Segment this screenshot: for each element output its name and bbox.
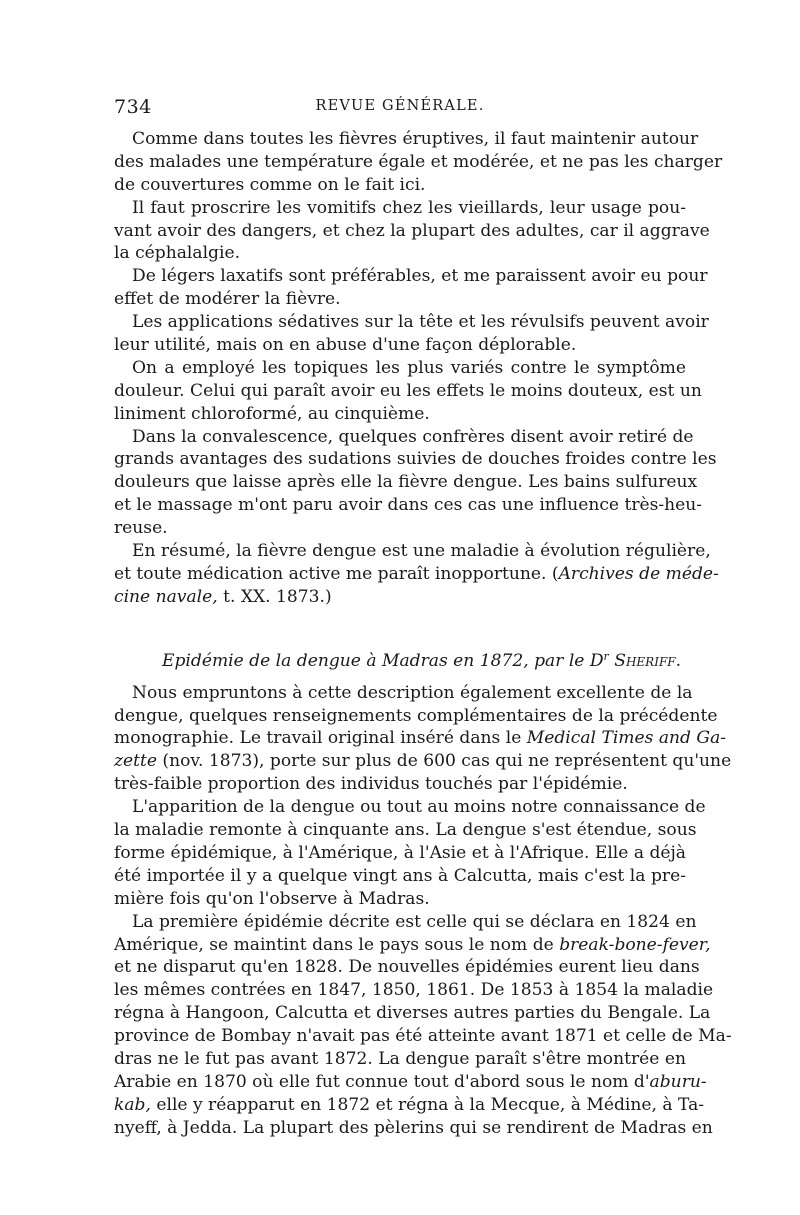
- citation-open: (: [551, 563, 559, 584]
- text-line: Les applications sédatives sur la tête et les révulsifs peuvent avoir: [132, 312, 709, 333]
- section-gap: [114, 609, 686, 644]
- heading-text: 1872, par le D: [474, 650, 604, 671]
- text-line: [114, 1094, 705, 1117]
- page-header: [114, 96, 686, 124]
- disease-name: kab,: [114, 1094, 151, 1115]
- text-line: dras ne le fut pas avant 1872. La dengue paraît s'être montrée en: [114, 1048, 686, 1069]
- disease-name: break-bone-fever,: [559, 934, 711, 955]
- text-line: La première épidémie décrite est celle qui se déclara en 1824 en: [132, 911, 697, 932]
- text-line: En résumé, la fièvre dengue est une maladie à évolution régulière,: [132, 541, 711, 562]
- heading-superscript: r: [603, 649, 609, 663]
- text-line: Comme dans toutes les fièvres éruptives, il faut maintenir autour: [132, 129, 699, 149]
- citation-journal: Archives de méde-: [558, 563, 719, 584]
- page-body: [114, 128, 732, 1140]
- text-line: [114, 750, 732, 773]
- disease-name: aburu-: [649, 1071, 707, 1092]
- text-line: de couvertures comme on le fait ici.: [114, 174, 426, 195]
- page-number: 734: [114, 96, 152, 118]
- journal-title: Medical Times and Ga-: [526, 728, 727, 749]
- text-run: elle y réapparut en 1872 et régna à la Mecque, à Médine, à Ta-: [150, 1094, 705, 1115]
- heading-gap: [114, 670, 686, 682]
- text-line: reuse.: [114, 518, 168, 539]
- text-run: monographie. Le travail original inséré dans le: [114, 728, 527, 749]
- text-line: Dans la convalescence, quelques confrères disent avoir retiré de: [132, 426, 694, 447]
- section-heading: [114, 644, 686, 670]
- text-line: régna à Hangoon, Calcutta et diverses autres parties du Bengale. La: [114, 1003, 711, 1024]
- text-line: douleur. Celui qui paraît avoir eu les effets le moins douteux, est un: [114, 380, 702, 401]
- text-line: la céphalalgie.: [114, 243, 241, 264]
- text-line: effet de modérer la fièvre.: [114, 289, 341, 310]
- text-line: vant avoir des dangers, et chez la plupart des adultes, car il aggrave: [114, 220, 710, 241]
- text-line: De légers laxatifs sont préférables, et me paraissent avoir eu pour: [132, 266, 708, 287]
- text-line: mière fois qu'on l'observe à Madras.: [114, 888, 430, 909]
- text-line: très-faible proportion des individus touchés par l'épidémie.: [114, 774, 628, 795]
- heading-title: Epidémie de la dengue à Madras en: [162, 650, 475, 671]
- text-line: forme épidémique, à l'Amérique, à l'Asie et à l'Afrique. Elle a déjà: [114, 842, 686, 863]
- text-line: et ne disparut qu'en 1828. De nouvelles épidémies eurent lieu dans: [114, 957, 700, 978]
- text-line: dengue, quelques renseignements complémentaires de la précédente: [114, 705, 718, 726]
- heading-period: .: [675, 650, 682, 671]
- text-line: [114, 1071, 707, 1094]
- text-line: L'apparition de la dengue ou tout au moins notre connaissance de: [132, 797, 706, 818]
- text-line: leur utilité, mais on en abuse d'une façon déplorable.: [114, 335, 577, 356]
- text-line: [114, 934, 711, 957]
- running-title: REVUE GÉNÉRALE.: [315, 98, 485, 114]
- text-line: nyeff, à Jedda. La plupart des pèlerins qui se rendirent de Madras en: [114, 1117, 713, 1138]
- text-run: Amérique, se maintint dans le pays sous le nom de: [114, 934, 560, 955]
- text-line: la maladie remonte à cinquante ans. La dengue s'est étendue, sous: [114, 820, 697, 841]
- text-line: [114, 586, 686, 609]
- text-run: Arabie en 1870 où elle fut connue tout d'abord sous le nom d': [114, 1071, 650, 1092]
- heading-author: Sheriff: [614, 650, 676, 671]
- journal-title: zette: [114, 751, 157, 772]
- text-line: Il faut proscrire les vomitifs chez les vieillards, leur usage pou-: [132, 197, 686, 218]
- text-run: (nov. 1873), porte sur plus de 600 cas qui ne représentent qu'une: [156, 751, 732, 772]
- text-line: grands avantages des sudations suivies de douches froides contre les: [114, 449, 717, 470]
- text-line: Nous empruntons à cette description également excellente de la: [132, 682, 693, 703]
- citation-reference: t. XX. 1873.): [217, 586, 332, 607]
- text-line: les mêmes contrées en 1847, 1850, 1861. De 1853 à 1854 la maladie: [114, 980, 714, 1001]
- text-line: douleurs que laisse après elle la fièvre dengue. Les bains sulfureux: [114, 472, 698, 493]
- text-line: été importée il y a quelque vingt ans à Calcutta, mais c'est la pre-: [114, 865, 686, 886]
- text-line: province de Bombay n'avait pas été atteinte avant 1871 et celle de Ma-: [114, 1026, 732, 1047]
- text-line: et le massage m'ont paru avoir dans ces cas une influence très-heu-: [114, 495, 703, 516]
- citation-journal: cine navale,: [114, 586, 218, 607]
- text-line: [114, 563, 719, 586]
- text-run: et toute médication active me paraît inopportune.: [114, 563, 552, 584]
- text-line: des malades une température égale et modérée, et ne pas les charger: [114, 151, 723, 172]
- text-line: On a employé les topiques les plus variés contre le symptôme: [132, 357, 686, 378]
- text-line: liniment chloroformé, au cinquième.: [114, 403, 430, 424]
- text-line: [114, 727, 727, 750]
